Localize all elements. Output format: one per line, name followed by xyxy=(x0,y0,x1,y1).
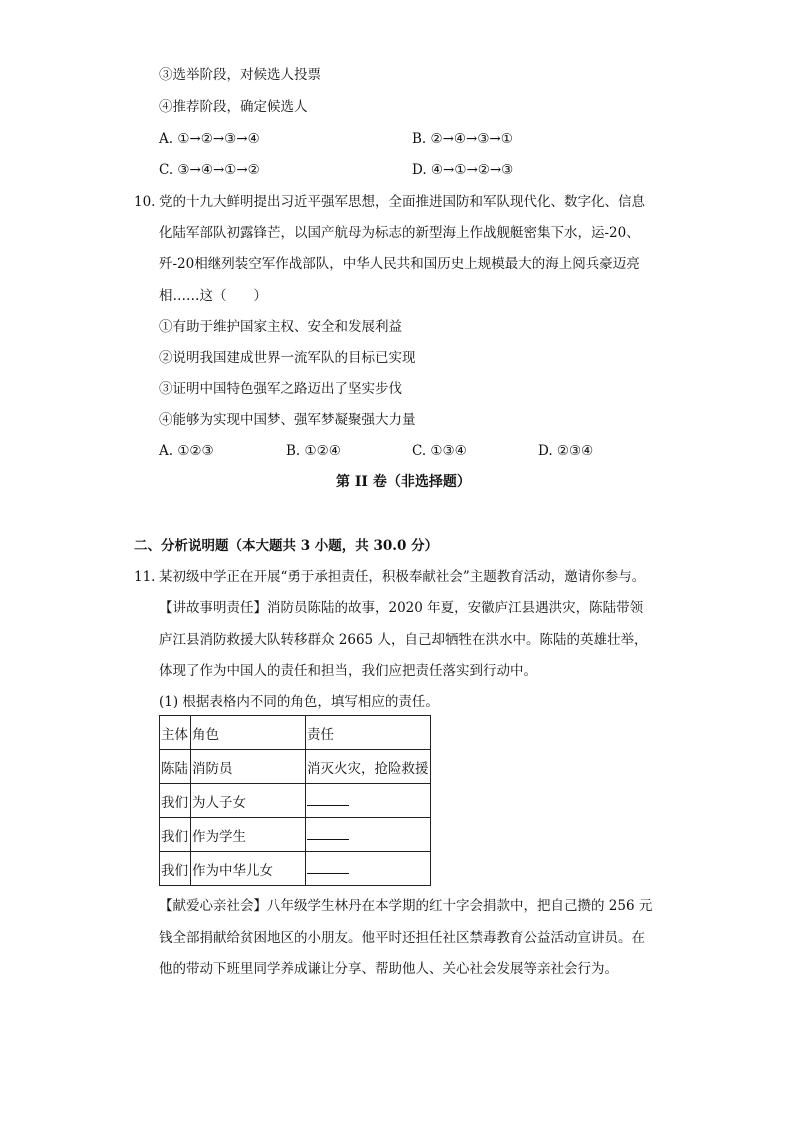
table-row xyxy=(160,818,431,852)
q11-intro: 某初级中学正在开展“勇于承担责任，积极奉献社会”主题教育活动，邀请你参与。 xyxy=(159,569,646,585)
table-cell: 作为学生 xyxy=(191,818,306,852)
table-cell: 陈陆 xyxy=(160,750,191,784)
q11-para1-line-3: 体现了作为中国人的责任和担当，我们应把责任落实到行动中。 xyxy=(159,663,537,679)
table-cell: 消防员 xyxy=(191,750,306,784)
q10-stem-line-1: 党的十九大鲜明提出习近平强军思想，全面推进国防和军队现代化、数字化、信息 xyxy=(159,194,645,210)
table-answer-cell xyxy=(306,818,431,852)
q10-option-c: C. ①③④ xyxy=(412,443,467,459)
responsibility-table xyxy=(159,715,431,886)
table-cell: 消灭火灾，抢险救援 xyxy=(306,750,431,784)
q11-para1-line-2: 庐江县消防救援大队转移群众 2665 人，自己却牺牲在洪水中。陈陆的英雄壮举， xyxy=(159,632,648,648)
table-header-cell: 角色 xyxy=(191,716,306,750)
answer-blank xyxy=(307,859,349,874)
table-cell: 作为中华儿女 xyxy=(191,852,306,886)
q10-option-b: B. ①②④ xyxy=(286,443,341,459)
q9-option-a: A. ①→②→③→④ xyxy=(159,131,260,147)
q11-sub-question-1: (1) 根据表格内不同的角色，填写相应的责任。 xyxy=(159,694,439,710)
table-header-row xyxy=(160,716,431,750)
q11-para2-line-1: 【献爱心亲社会】八年级学生林丹在本学期的红十字会捐款中，把自己攒的 256 元 xyxy=(159,898,653,914)
table-row xyxy=(160,852,431,886)
q9-item-3: ③选举阶段，对候选人投票 xyxy=(159,67,321,83)
q10-item-1: ①有助于维护国家主权、安全和发展利益 xyxy=(159,319,402,335)
q10-number: 10. xyxy=(134,194,156,210)
q10-item-3: ③证明中国特色强军之路迈出了坚实步伐 xyxy=(159,381,402,397)
table-answer-cell xyxy=(306,852,431,886)
table-answer-cell xyxy=(306,784,431,818)
answer-blank xyxy=(307,825,349,840)
q10-stem-line-3: 歼-20相继列装空军作战部队，中华人民共和国历史上规模最大的海上阅兵豪迈亮 xyxy=(159,256,640,272)
q11-para2-line-3: 他的带动下班里同学养成谦让分享、帮助他人、关心社会发展等亲社会行为。 xyxy=(159,961,618,977)
q10-stem-line-2: 化陆军部队初露锋芒，以国产航母为标志的新型海上作战舰艇密集下水，运-20、 xyxy=(159,225,640,241)
table-row xyxy=(160,750,431,784)
q10-option-a: A. ①②③ xyxy=(159,443,214,459)
q11-para2-line-2: 钱全部捐献给贫困地区的小朋友。他平时还担任社区禁毒教育公益活动宣讲员。在 xyxy=(159,930,645,946)
table-header-cell: 责任 xyxy=(306,716,431,750)
q9-option-c: C. ③→④→①→② xyxy=(159,162,260,178)
q11-number: 11. xyxy=(134,569,156,585)
table-cell: 我们 xyxy=(160,818,191,852)
table-cell: 我们 xyxy=(160,784,191,818)
section-2-heading: 二、分析说明题（本大题共 3 小题，共 30.0 分） xyxy=(134,538,439,554)
table-header-cell: 主体 xyxy=(160,716,191,750)
q10-item-2: ②说明我国建成世界一流军队的目标已实现 xyxy=(159,350,416,366)
table-cell: 我们 xyxy=(160,852,191,886)
q9-item-4: ④推荐阶段，确定候选人 xyxy=(159,99,308,115)
q9-option-d: D. ④→①→②→③ xyxy=(412,162,514,178)
table-row xyxy=(160,784,431,818)
table-cell: 为人子女 xyxy=(191,784,306,818)
answer-blank xyxy=(307,791,349,806)
q10-stem-line-4: 相……这（ ） xyxy=(159,288,267,304)
part-2-title: 第 II 卷（非选择题） xyxy=(336,474,471,490)
q10-item-4: ④能够为实现中国梦、强军梦凝聚强大力量 xyxy=(159,412,416,428)
q11-para1-line-1: 【讲故事明责任】消防员陈陆的故事，2020 年夏，安徽庐江县遇洪灾，陈陆带领 xyxy=(159,600,644,616)
q9-option-b: B. ②→④→③→① xyxy=(412,131,513,147)
q10-option-d: D. ②③④ xyxy=(538,443,594,459)
